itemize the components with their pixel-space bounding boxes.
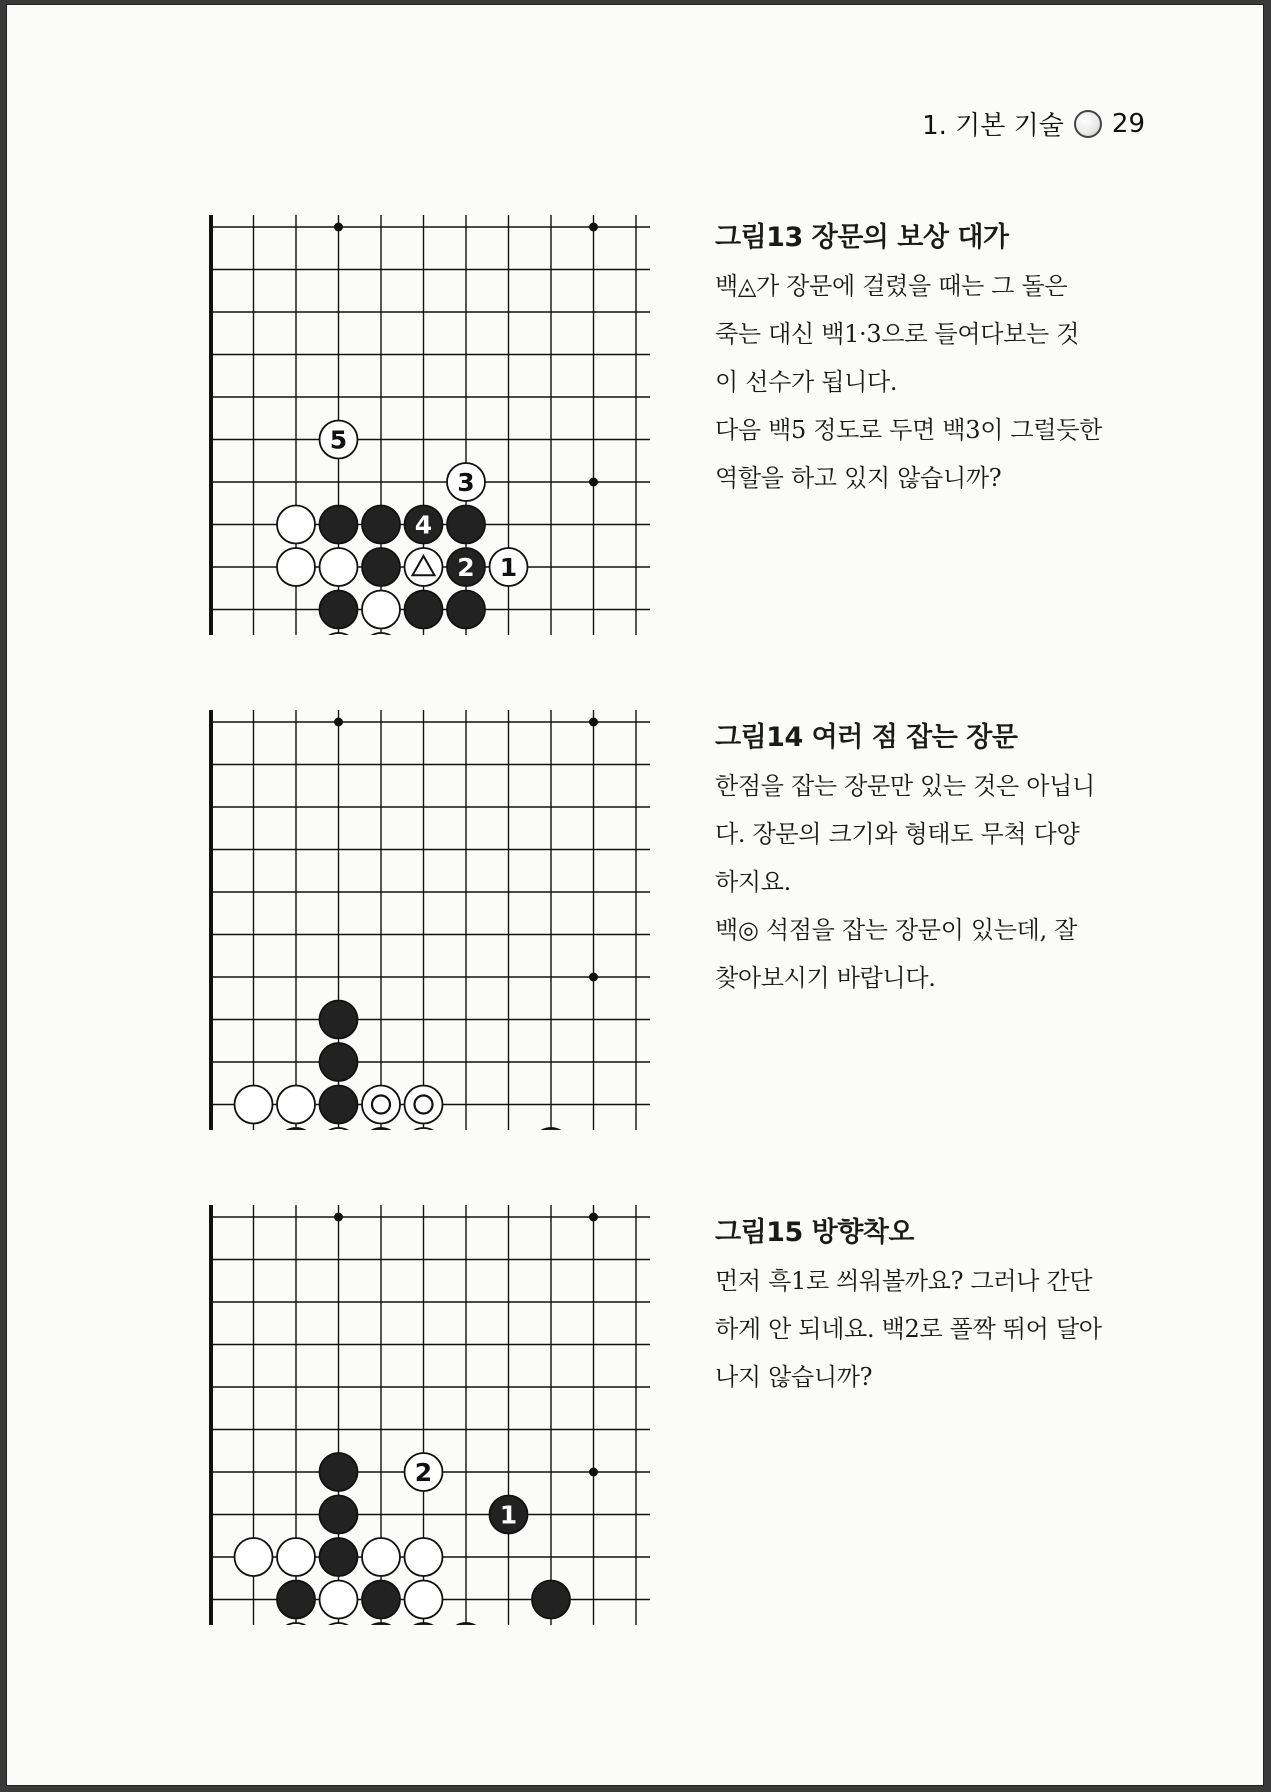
black-stone bbox=[447, 591, 485, 629]
figure-14-title: 그림14 여러 점 잡는 장문 bbox=[715, 722, 1018, 753]
star-point bbox=[334, 1213, 343, 1222]
white-stone bbox=[405, 1538, 443, 1576]
white-stone bbox=[405, 1086, 443, 1124]
black-stone bbox=[320, 1086, 358, 1124]
figure-14-line: 찾아보시기 바랍니다. bbox=[715, 964, 936, 992]
black-stone bbox=[320, 1453, 358, 1491]
star-point bbox=[589, 223, 598, 232]
black-stone bbox=[320, 1001, 358, 1039]
go-board-15-svg bbox=[197, 1205, 672, 1625]
black-stone bbox=[362, 1623, 400, 1625]
book-page bbox=[6, 4, 1264, 1786]
white-stone bbox=[362, 1538, 400, 1576]
white-stone bbox=[277, 1538, 315, 1576]
white-stone bbox=[277, 548, 315, 586]
white-stone bbox=[320, 421, 358, 459]
black-stone bbox=[447, 548, 485, 586]
white-stone bbox=[405, 1453, 443, 1491]
white-stone bbox=[362, 1086, 400, 1124]
move-number: 3 bbox=[457, 468, 475, 497]
figure-14-line: 백◎ 석점을 잡는 장문이 있는데, 잘 bbox=[715, 916, 1078, 944]
figure-13-line: 다음 백5 정도로 두면 백3이 그럴듯한 bbox=[715, 416, 1102, 444]
star-point bbox=[589, 1213, 598, 1222]
white-stone bbox=[320, 633, 358, 635]
move-number: 2 bbox=[414, 1458, 433, 1487]
figure-15-text bbox=[715, 1210, 1175, 1401]
black-stone bbox=[320, 1538, 358, 1576]
white-stone bbox=[235, 1086, 273, 1124]
white-stone bbox=[320, 1128, 358, 1130]
white-stone bbox=[277, 506, 315, 544]
black-stone bbox=[532, 1581, 570, 1619]
star-point bbox=[589, 718, 598, 727]
black-stone bbox=[362, 1128, 400, 1130]
figure-13-title: 그림13 장문의 보상 대가 bbox=[715, 222, 1009, 253]
black-stone bbox=[362, 506, 400, 544]
figure-15-line: 먼저 흑1로 씌워볼까요? 그러나 간단 bbox=[715, 1267, 1093, 1295]
white-stone bbox=[320, 1623, 358, 1625]
white-stone bbox=[362, 633, 400, 635]
black-stone bbox=[405, 591, 443, 629]
figure-13-line: 이 선수가 됩니다. bbox=[715, 368, 898, 396]
black-stone bbox=[490, 1496, 528, 1534]
figure-13-line: 백◬가 장문에 걸렸을 때는 그 돌은 bbox=[715, 272, 1068, 300]
black-stone bbox=[362, 548, 400, 586]
white-stone bbox=[320, 548, 358, 586]
figure-14-line: 한점을 잡는 장문만 있는 것은 아닙니 bbox=[715, 772, 1095, 800]
white-stone bbox=[405, 1128, 443, 1130]
black-stone bbox=[320, 506, 358, 544]
star-point bbox=[589, 478, 598, 487]
move-number: 1 bbox=[499, 553, 518, 582]
white-stone bbox=[447, 463, 485, 501]
figure-15-line: 나지 않습니까? bbox=[715, 1363, 873, 1391]
figure-14-line: 다. 장문의 크기와 형태도 무척 다양 bbox=[715, 820, 1080, 848]
black-stone bbox=[320, 1043, 358, 1081]
figure-15-line: 하게 안 되네요. 백2로 폴짝 뛰어 달아 bbox=[715, 1315, 1102, 1343]
go-board-figure-14 bbox=[197, 710, 672, 1130]
section-title: 1. 기본 기술 bbox=[922, 111, 1064, 141]
black-stone bbox=[447, 1623, 485, 1625]
black-stone bbox=[447, 506, 485, 544]
figure-13-text bbox=[715, 215, 1175, 502]
black-stone bbox=[277, 1581, 315, 1619]
go-board-13-svg bbox=[197, 215, 672, 635]
black-stone bbox=[277, 1128, 315, 1130]
white-stone bbox=[362, 591, 400, 629]
black-stone bbox=[405, 506, 443, 544]
figure-14-line: 하지요. bbox=[715, 868, 791, 896]
black-stone bbox=[405, 1623, 443, 1625]
white-stone bbox=[277, 1623, 315, 1625]
figure-13-line: 죽는 대신 백1·3으로 들여다보는 것 bbox=[715, 320, 1080, 348]
page-number: 29 bbox=[1111, 108, 1145, 139]
go-board-figure-15 bbox=[197, 1205, 672, 1625]
figure-13-line: 역할을 하고 있지 않습니까? bbox=[715, 464, 1002, 492]
white-stone bbox=[277, 1086, 315, 1124]
black-stone bbox=[532, 1128, 570, 1130]
black-stone bbox=[320, 1496, 358, 1534]
star-point bbox=[589, 973, 598, 982]
white-stone bbox=[405, 548, 443, 586]
star-point bbox=[589, 1468, 598, 1477]
star-point bbox=[334, 718, 343, 727]
white-stone bbox=[490, 548, 528, 586]
white-stone bbox=[405, 1581, 443, 1619]
board-grid bbox=[209, 710, 650, 1130]
white-stone bbox=[320, 1581, 358, 1619]
move-number: 4 bbox=[414, 510, 433, 540]
white-stone-icon bbox=[1074, 110, 1102, 138]
move-number: 2 bbox=[457, 553, 475, 582]
move-number: 5 bbox=[329, 425, 348, 455]
black-stone bbox=[362, 1581, 400, 1619]
page-header bbox=[922, 105, 1145, 142]
star-point bbox=[334, 223, 343, 232]
figure-15-title: 그림15 방향착오 bbox=[715, 1217, 914, 1248]
go-board-14-svg bbox=[197, 710, 672, 1130]
black-stone bbox=[320, 591, 358, 629]
go-board-figure-13 bbox=[197, 215, 672, 635]
figure-14-text bbox=[715, 715, 1175, 1002]
move-number: 1 bbox=[499, 1500, 518, 1530]
white-stone bbox=[235, 1538, 273, 1576]
